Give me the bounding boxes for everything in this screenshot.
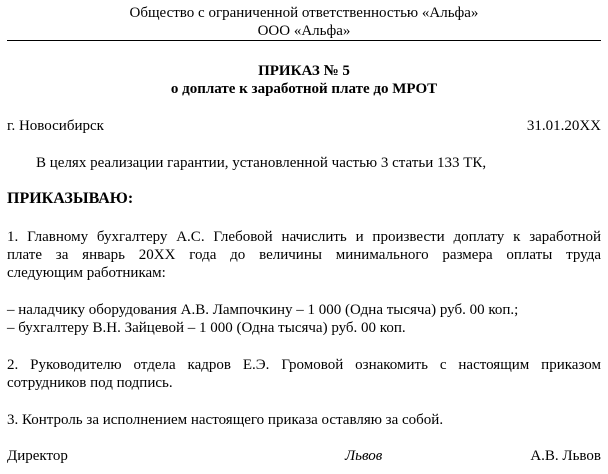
item2-line1: 2. Руководителю отдела кадров Е.Э. Громовой ознакомить с настоящим приказом	[7, 357, 601, 373]
item1-line2: плате за январь 20ХХ года до величины минимального размера оплаты труда	[7, 247, 601, 263]
item2-line2: сотрудников под подпись.	[7, 375, 173, 391]
signatory-name: А.В. Львов	[530, 448, 601, 464]
signatory-position: Директор	[7, 448, 68, 464]
order-word: ПРИКАЗЫВАЮ:	[7, 190, 134, 207]
org-short-name: ООО «Альфа»	[257, 23, 351, 39]
preamble: В целях реализации гарантии, установленной частью 3 статьи 133 ТК,	[36, 155, 487, 171]
document-subtitle: о доплате к заработной плате до МРОТ	[170, 81, 438, 97]
list-item: – наладчику оборудования А.В. Лампочкину – 1 000 (Одна тысяча) руб. 00 коп.;	[7, 302, 519, 318]
header-divider	[7, 40, 601, 41]
item1-line3: следующим работникам:	[7, 265, 166, 281]
document-title: ПРИКАЗ № 5	[258, 63, 350, 79]
item3: 3. Контроль за исполнением настоящего приказа оставляю за собой.	[7, 412, 444, 428]
city: г. Новосибирск	[7, 118, 104, 134]
document-date: 31.01.20ХХ	[526, 118, 601, 134]
city-date-row	[7, 117, 601, 135]
item1-line1: 1. Главному бухгалтеру А.С. Глебовой начислить и произвести доплату к заработной	[7, 229, 601, 245]
org-full-name: Общество с ограниченной ответственностью «Альфа»	[129, 5, 479, 21]
list-item: – бухгалтеру В.Н. Зайцевой – 1 000 (Одна тысяча) руб. 00 коп.	[7, 320, 406, 336]
handwritten-signature: Львов	[345, 448, 383, 464]
